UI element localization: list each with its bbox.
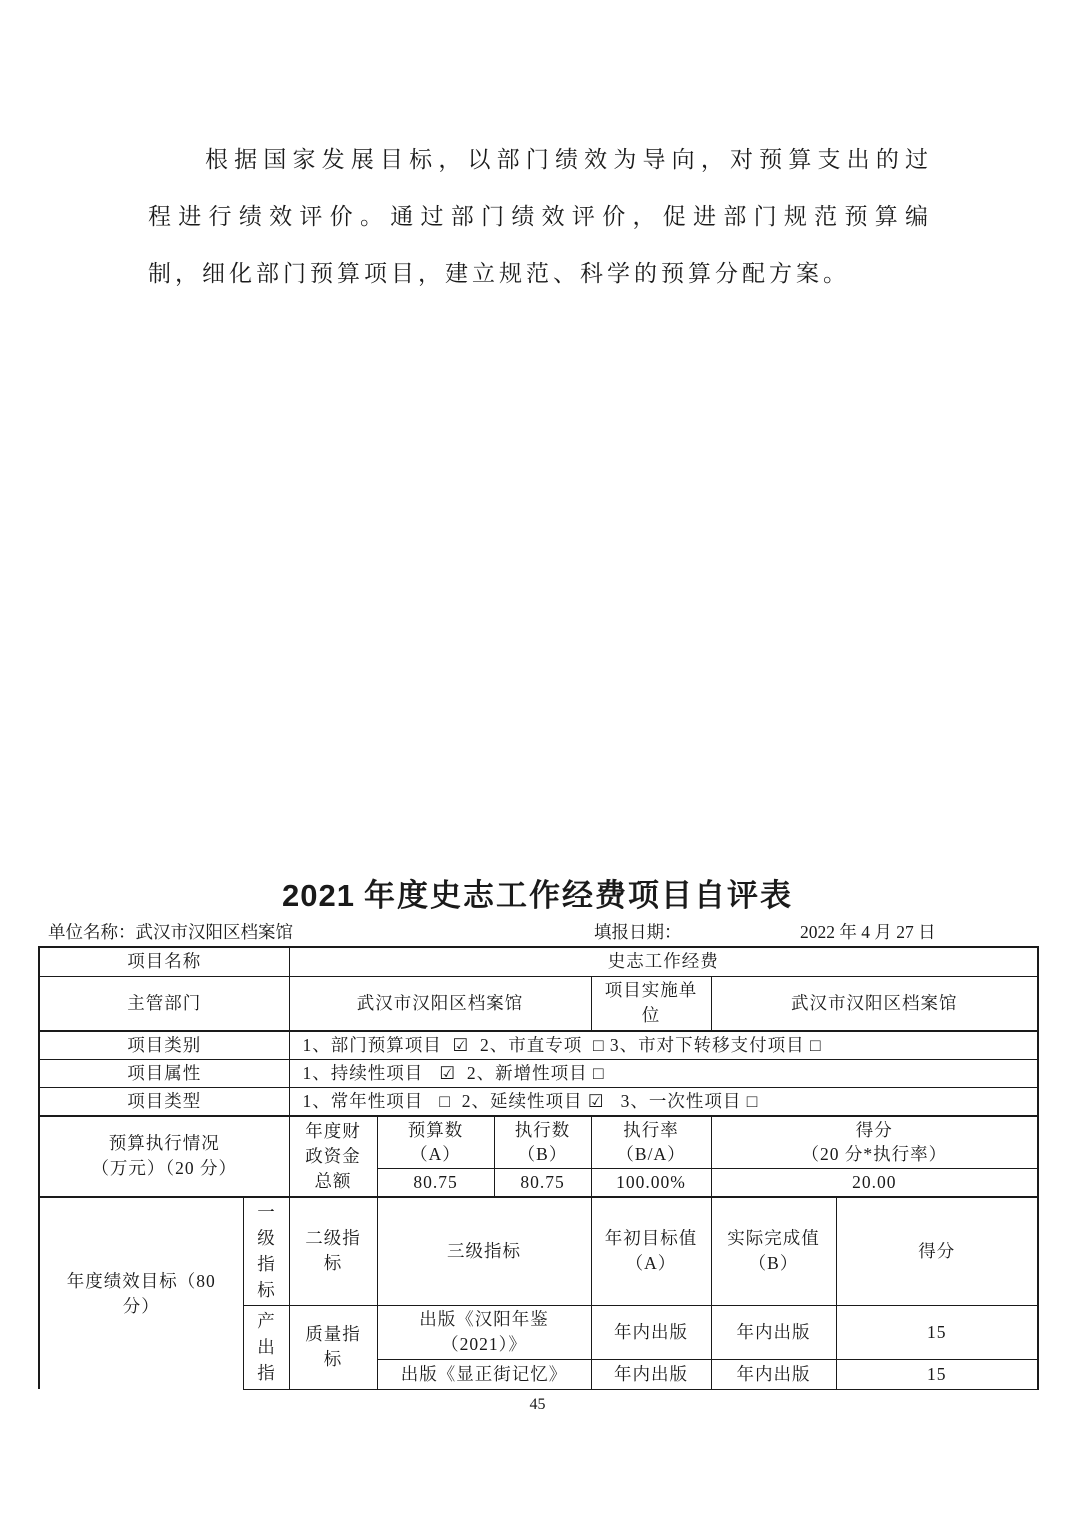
page-title [38, 870, 1037, 915]
unit-name-label: 单位名称：武汉市汉阳区档案馆 [48, 922, 293, 942]
cell-line: （A） [625, 1253, 677, 1274]
cell-line: 产出指 [257, 1311, 275, 1384]
cell-target-2: 年内出版 [591, 1359, 711, 1389]
cell-line: （B） [517, 1144, 568, 1165]
table-row [39, 976, 1038, 1031]
title-year: 2021 [282, 878, 355, 913]
cell-budget-a-header [377, 1116, 494, 1169]
cell-line: 执行数 [514, 1119, 571, 1140]
cell-dept-value: 武汉市汉阳区档案馆 [289, 976, 591, 1031]
cell-line: 实际完成值 [727, 1228, 820, 1249]
cell-type-label: 项目类型 [39, 1087, 289, 1115]
cell-line: 预算执行情况 [108, 1133, 220, 1154]
table-row [39, 1087, 1038, 1115]
cell-line: 二级指标 [305, 1228, 361, 1274]
cell-budget-a-value: 80.75 [377, 1169, 494, 1197]
cell-score-header [711, 1116, 1038, 1169]
cell-level1-value [243, 1305, 289, 1389]
cell-score-value: 20.00 [711, 1169, 1038, 1197]
table-row [39, 1059, 1038, 1087]
cell-line: 预算数 [407, 1119, 464, 1140]
report-date-label: 填报日期： [594, 922, 682, 942]
form-meta-row [38, 919, 1037, 945]
cell-line: 年度绩效目标（80 [66, 1270, 216, 1291]
cell-performance-label [39, 1197, 243, 1389]
self-evaluation-table [38, 946, 1039, 1390]
paragraph-line: 根据国家发展目标，以部门绩效为导向，对预算支出的过 [205, 147, 932, 172]
cell-line: 执行率 [623, 1119, 679, 1140]
cell-score-2: 15 [836, 1359, 1038, 1389]
cell-line: 年度财政资金总额 [305, 1121, 361, 1191]
cell-actual-1: 年内出版 [711, 1305, 836, 1359]
paragraph-line: 程进行绩效评价。通过部门绩效评价，促进部门规范预算编 [148, 204, 932, 229]
cell-line: 质量指标 [305, 1324, 361, 1370]
paragraph-line: 制，细化部门预算项目，建立规范、科学的预算分配方案。 [148, 261, 850, 286]
table-row [39, 1197, 1038, 1305]
cell-line: （2021）》 [441, 1334, 527, 1355]
cell-level2-header [289, 1197, 377, 1305]
cell-level1-header [243, 1197, 289, 1305]
cell-line: （B） [748, 1253, 799, 1274]
cell-target-1: 年内出版 [591, 1305, 711, 1359]
cell-level3-header: 三级指标 [377, 1197, 591, 1305]
cell-perf-score-header: 得分 [836, 1197, 1038, 1305]
cell-target-a-header [591, 1197, 711, 1305]
report-date-value: 2022 年 4 月 27 日 [800, 922, 936, 942]
cell-exec-b-header [494, 1116, 591, 1169]
cell-line: （A） [410, 1144, 461, 1165]
cell-line: 年初目标值 [604, 1228, 698, 1249]
cell-line: 一级指标 [257, 1202, 275, 1301]
cell-category-options: 1、部门预算项目 ☑ 2、市直专项 □ 3、市对下转移支付项目 □ [289, 1031, 1038, 1059]
cell-rate-value: 100.00% [591, 1169, 711, 1197]
table-row [39, 947, 1038, 976]
cell-actual-b-header [711, 1197, 836, 1305]
cell-exec-b-value: 80.75 [494, 1169, 591, 1197]
cell-line: （20 分*执行率） [801, 1144, 948, 1165]
intro-paragraph [148, 131, 932, 302]
cell-score-1: 15 [836, 1305, 1038, 1359]
cell-attribute-label: 项目属性 [39, 1059, 289, 1087]
table-row [39, 1031, 1038, 1059]
cell-category-label: 项目类别 [39, 1031, 289, 1059]
cell-fund-total-label [289, 1116, 377, 1198]
table-row [39, 1116, 1038, 1169]
cell-project-name-value: 史志工作经费 [289, 947, 1038, 976]
cell-budget-section-label [39, 1116, 289, 1198]
cell-indicator-2: 出版《显正街记忆》 [377, 1359, 591, 1389]
page-number: 45 [529, 1396, 546, 1413]
cell-impl-unit-value: 武汉市汉阳区档案馆 [711, 976, 1038, 1031]
cell-type-options: 1、常年性项目 □ 2、延续性项目 ☑ 3、一次性项目 □ [289, 1087, 1038, 1115]
cell-dept-label: 主管部门 [39, 976, 289, 1031]
cell-level2-value [289, 1305, 377, 1389]
cell-line: （B/A） [616, 1144, 686, 1165]
cell-line: 项目实施单位 [604, 980, 698, 1026]
title-text: 年度史志工作经费项目自评表 [363, 878, 793, 913]
cell-line: （万元）（20 分） [91, 1158, 238, 1179]
cell-impl-unit-label [591, 976, 711, 1031]
cell-indicator-1 [377, 1305, 591, 1359]
cell-attribute-options: 1、持续性项目 ☑ 2、新增性项目 □ [289, 1059, 1038, 1087]
cell-actual-2: 年内出版 [711, 1359, 836, 1389]
cell-line: 分） [122, 1295, 160, 1316]
cell-project-name-label: 项目名称 [39, 947, 289, 976]
cell-rate-header [591, 1116, 711, 1169]
cell-line: 得分 [855, 1119, 893, 1140]
cell-line: 出版《汉阳年鉴 [419, 1309, 549, 1330]
